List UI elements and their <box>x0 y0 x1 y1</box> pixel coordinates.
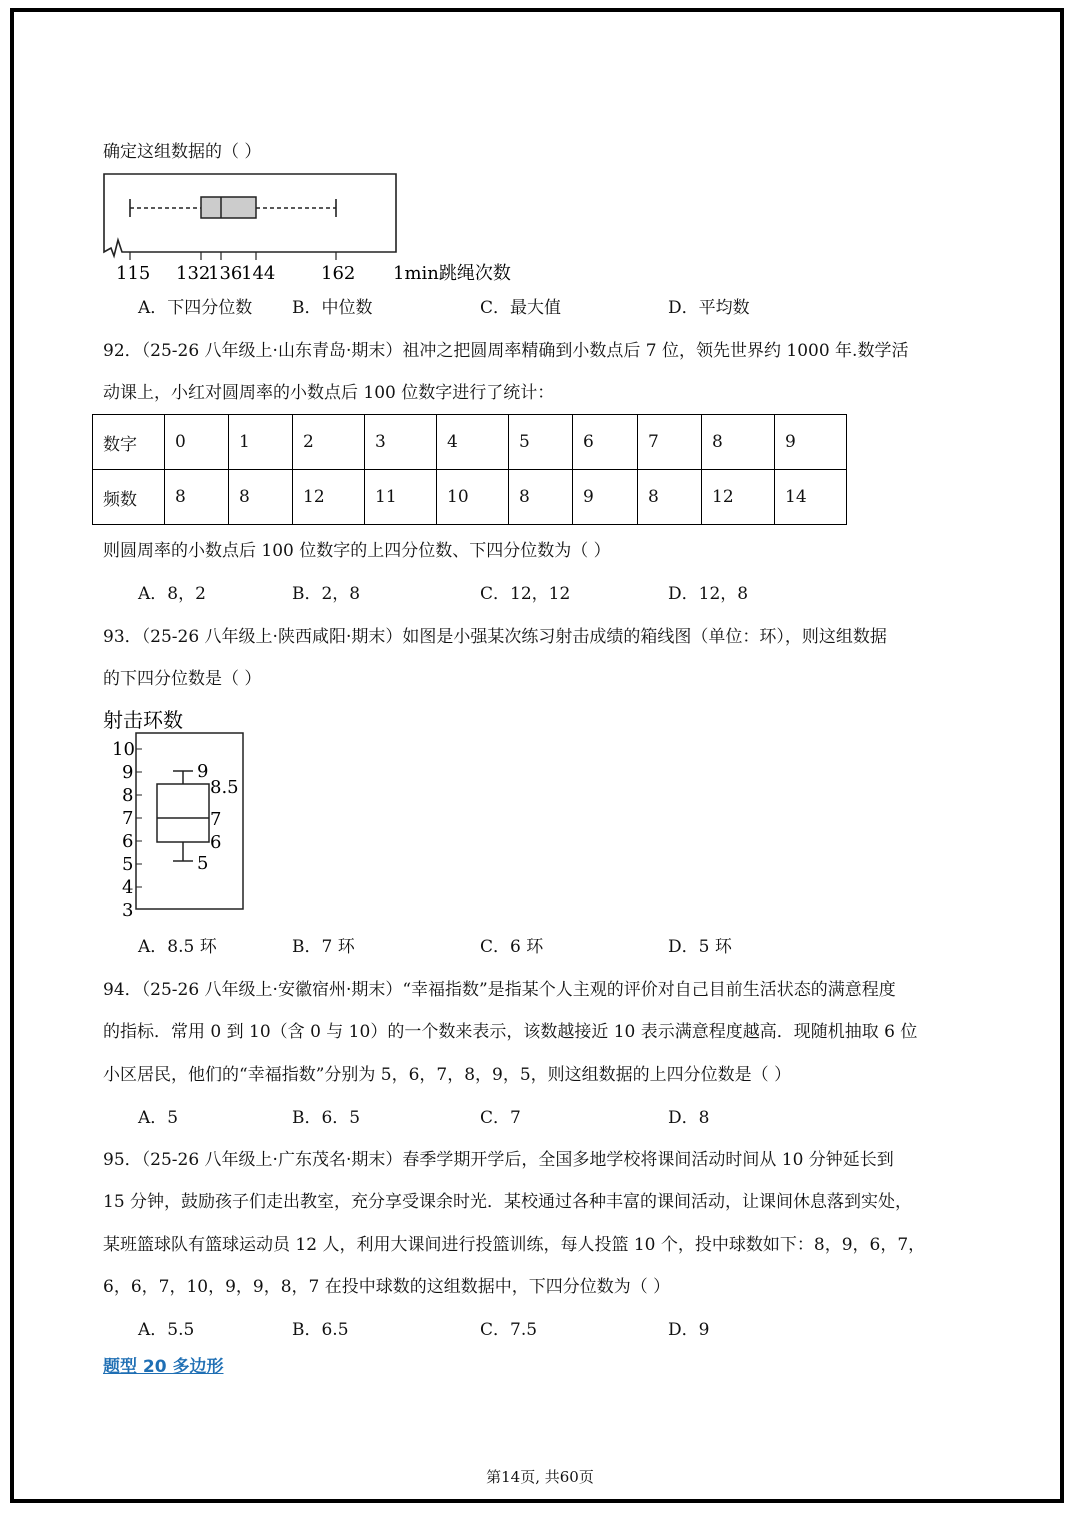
q91-boxplot <box>100 172 540 292</box>
q94-option-a[interactable]: A．5 <box>138 1108 179 1128</box>
q95-option-a[interactable]: A．5.5 <box>138 1320 195 1340</box>
q92-stem-line3: 则圆周率的小数点后 100 位数字的上四分位数、下四分位数为（ ） <box>103 541 611 561</box>
q94-stem-line3: 小区居民，他们的“幸福指数”分别为 5，6，7，8，9，5，则这组数据的上四分位数是（ ） <box>103 1065 792 1085</box>
axis-tick: 3 <box>122 900 134 920</box>
axis-label: 1min跳绳次数 <box>393 263 511 284</box>
table-cell: 7 <box>638 415 702 470</box>
q94-option-d[interactable]: D．8 <box>668 1108 710 1128</box>
q95-stem-line4: 6，6，7，10，9，9，8，7 在投中球数的这组数据中，下四分位数为（ ） <box>103 1277 671 1297</box>
table-cell: 3 <box>365 415 437 470</box>
q91-option-c[interactable]: C．最大值 <box>480 298 562 318</box>
tick-136: 136 <box>208 263 243 284</box>
q92-option-a[interactable]: A．8，2 <box>138 584 206 604</box>
table-cell: 2 <box>293 415 365 470</box>
table-row <box>93 470 847 525</box>
q94-stem-line1: 94．（25-26 八年级上·安徽宿州·期末）“幸福指数”是指某个人主观的评价对自己目前生活状态的满意程度 <box>103 980 896 1000</box>
q91-stem: 确定这组数据的（ ） <box>103 142 262 162</box>
table-cell: 8 <box>638 470 702 525</box>
tick-144: 144 <box>241 263 276 284</box>
table-cell: 12 <box>702 470 775 525</box>
table-cell: 5 <box>509 415 573 470</box>
table-cell: 12 <box>293 470 365 525</box>
table-cell: 8 <box>702 415 775 470</box>
q94-option-c[interactable]: C．7 <box>480 1108 521 1128</box>
q93-stem-line1: 93．（25-26 八年级上·陕西咸阳·期末）如图是小强某次练习射击成绩的箱线图（单位：环），则这组数据 <box>103 627 887 647</box>
page-footer: 第14页, 共60页 <box>486 1468 594 1486</box>
table-cell: 11 <box>365 470 437 525</box>
axis-tick: 9 <box>122 762 134 783</box>
section-title-link[interactable]: 题型 20 多边形 <box>103 1357 224 1377</box>
table-cell: 频数 <box>93 470 165 525</box>
table-row <box>93 415 847 470</box>
q92-stem-line1: 92．（25-26 八年级上·山东青岛·期末）祖冲之把圆周率精确到小数点后 7 位，领先世界约 1000 年.数学活 <box>103 341 909 361</box>
axis-tick: 5 <box>122 854 134 875</box>
table-cell: 4 <box>437 415 509 470</box>
label-q3: 8.5 <box>210 777 239 798</box>
table-cell: 9 <box>775 415 847 470</box>
figure-title: 射击环数 <box>103 708 183 732</box>
axis-tick: 8 <box>122 785 134 806</box>
q91-option-a[interactable]: A．下四分位数 <box>138 298 253 318</box>
q95-stem-line1: 95．（25-26 八年级上·广东茂名·期末）春季学期开学后，全国多地学校将课间活动时间从 10 分钟延长到 <box>103 1150 894 1170</box>
q95-option-c[interactable]: C．7.5 <box>480 1320 538 1340</box>
q92-frequency-table <box>92 414 847 525</box>
table-cell: 1 <box>229 415 293 470</box>
q93-option-c[interactable]: C．6 环 <box>480 937 544 957</box>
label-max: 9 <box>197 761 209 782</box>
axis-tick: 10 <box>112 739 135 760</box>
axis-tick: 6 <box>122 831 134 852</box>
q92-option-d[interactable]: D．12，8 <box>668 584 749 604</box>
q92-option-b[interactable]: B．2，8 <box>292 584 361 604</box>
table-cell: 8 <box>509 470 573 525</box>
axis-tick: 7 <box>122 808 134 829</box>
q95-stem-line2: 15 分钟，鼓励孩子们走出教室，充分享受课余时光．某校通过各种丰富的课间活动，让课间休息落到实处， <box>103 1192 913 1212</box>
axis-tick: 4 <box>122 877 134 898</box>
q93-boxplot <box>100 705 260 920</box>
q91-option-b[interactable]: B．中位数 <box>292 298 373 318</box>
label-q1: 6 <box>210 832 222 853</box>
q92-stem-line2: 动课上，小红对圆周率的小数点后 100 位数字进行了统计： <box>103 383 555 403</box>
table-cell: 数字 <box>93 415 165 470</box>
q93-option-b[interactable]: B．7 环 <box>292 937 355 957</box>
table-cell: 0 <box>165 415 229 470</box>
q95-option-b[interactable]: B．6.5 <box>292 1320 349 1340</box>
q93-stem-line2: 的下四分位数是（ ） <box>103 669 262 689</box>
label-median: 7 <box>210 809 222 830</box>
q91-option-d[interactable]: D．平均数 <box>668 298 750 318</box>
q93-option-a[interactable]: A．8.5 环 <box>138 937 217 957</box>
q94-stem-line2: 的指标．常用 0 到 10（含 0 与 10）的一个数来表示，该数越接近 10 表示满意程度越高．现随机抽取 6 位 <box>103 1022 918 1042</box>
table-cell: 8 <box>165 470 229 525</box>
tick-162: 162 <box>321 263 356 284</box>
tick-132: 132 <box>176 263 211 284</box>
q95-option-d[interactable]: D．9 <box>668 1320 710 1340</box>
table-cell: 10 <box>437 470 509 525</box>
q93-option-d[interactable]: D．5 环 <box>668 937 732 957</box>
tick-115: 115 <box>116 263 151 284</box>
q95-stem-line3: 某班篮球队有篮球运动员 12 人，利用大课间进行投篮训练，每人投篮 10 个，投中球数如下：8，9，6，7， <box>103 1235 926 1255</box>
table-cell: 6 <box>573 415 638 470</box>
table-cell: 8 <box>229 470 293 525</box>
q92-option-c[interactable]: C．12，12 <box>480 584 571 604</box>
label-min: 5 <box>197 853 209 874</box>
q94-option-b[interactable]: B．6．5 <box>292 1108 361 1128</box>
table-cell: 14 <box>775 470 847 525</box>
table-cell: 9 <box>573 470 638 525</box>
